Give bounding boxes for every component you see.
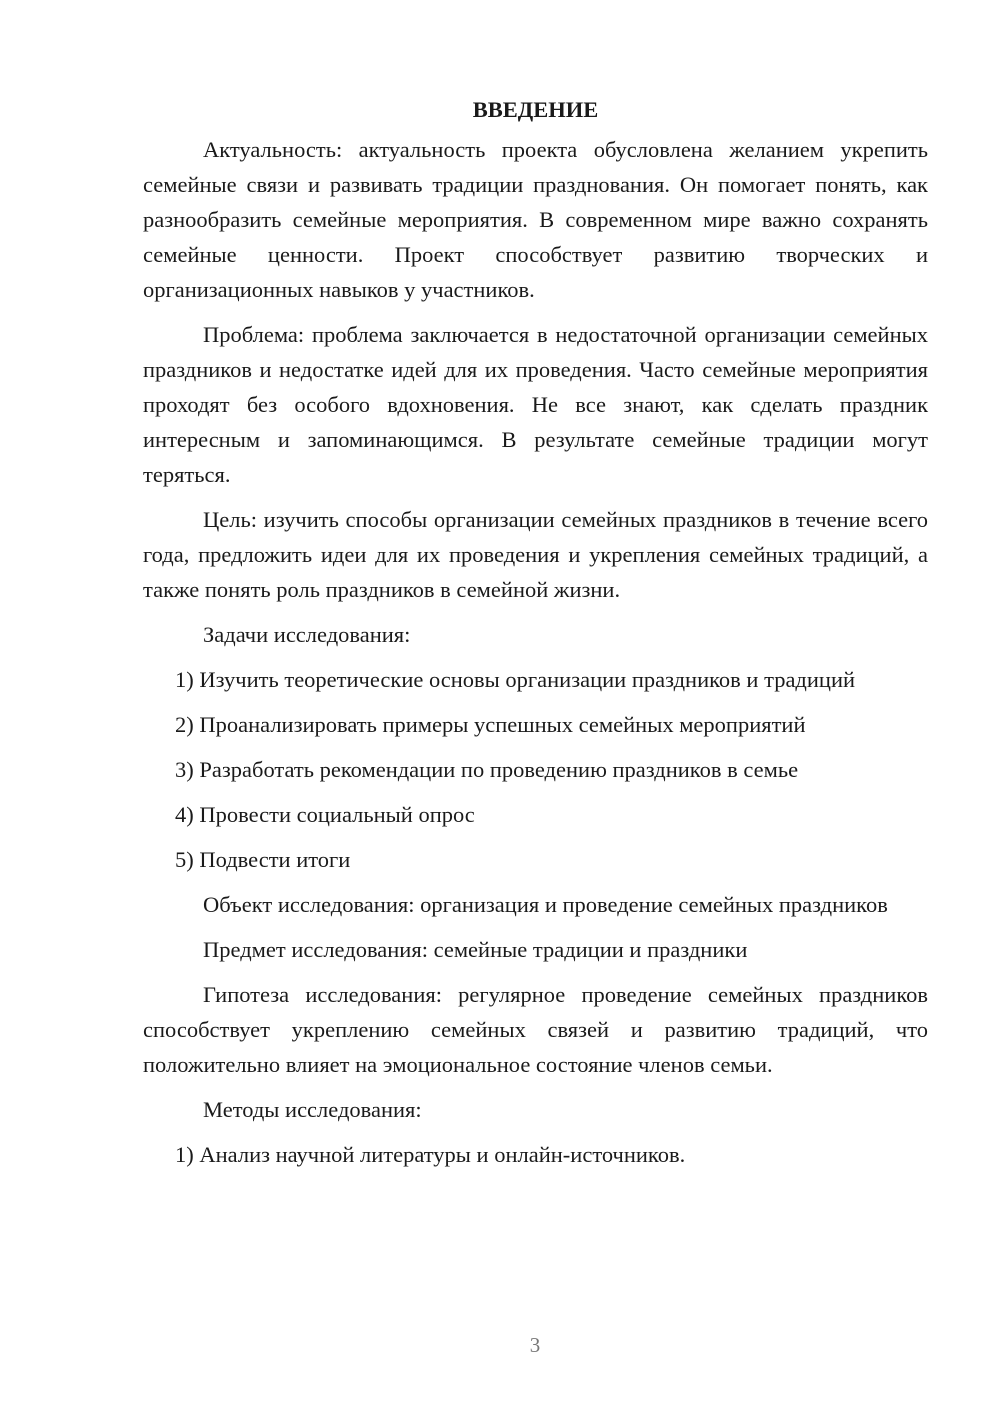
task-item: 3) Разработать рекомендации по проведению праздников в семье — [175, 757, 799, 782]
document-page — [143, 92, 928, 1182]
page-title: ВВЕДЕНИЕ — [472, 97, 599, 122]
task-item: 1) Изучить теоретические основы организации праздников и традиций — [175, 667, 856, 692]
task-item: 2) Проанализировать примеры успешных семейных мероприятий — [175, 712, 806, 737]
hypothesis-paragraph: Гипотеза исследования: регулярное проведение семейных праздников способствует укреплению семейных связей и развитию традиций, что положительно влияет на эмоциональное состояние членов семьи. — [143, 982, 928, 1077]
page-number: 3 — [529, 1333, 541, 1357]
methods-heading: Методы исследования: — [203, 1097, 422, 1122]
task-item: 5) Подвести итоги — [175, 847, 351, 872]
problem-paragraph: Проблема: проблема заключается в недостаточной организации семейных праздников и недостатке идей для их проведения. Часто семейные мероприятия проходят без особого вдохновения. Не все знают, как сделать праздник интересным и запоминающимся. В результате семейные традиции могут теряться. — [143, 322, 928, 487]
method-item: 1) Анализ научной литературы и онлайн-источников. — [175, 1142, 686, 1167]
task-item: 4) Провести социальный опрос — [175, 802, 475, 827]
relevance-paragraph: Актуальность: актуальность проекта обусловлена желанием укрепить семейные связи и развивать традиции празднования. Он помогает понять, как разнообразить семейные мероприятия. В современном мире важно сохранять семейные ценности. Проект способствует развитию творческих и организационных навыков у участников. — [143, 137, 928, 302]
goal-paragraph: Цель: изучить способы организации семейных праздников в течение всего года, предложить идеи для их проведения и укрепления семейных традиций, а также понять роль праздников в семейной жизни. — [143, 507, 928, 602]
tasks-heading: Задачи исследования: — [203, 622, 411, 647]
subject-paragraph: Предмет исследования: семейные традиции и праздники — [203, 937, 748, 962]
object-paragraph: Объект исследования: организация и проведение семейных праздников — [203, 892, 888, 917]
